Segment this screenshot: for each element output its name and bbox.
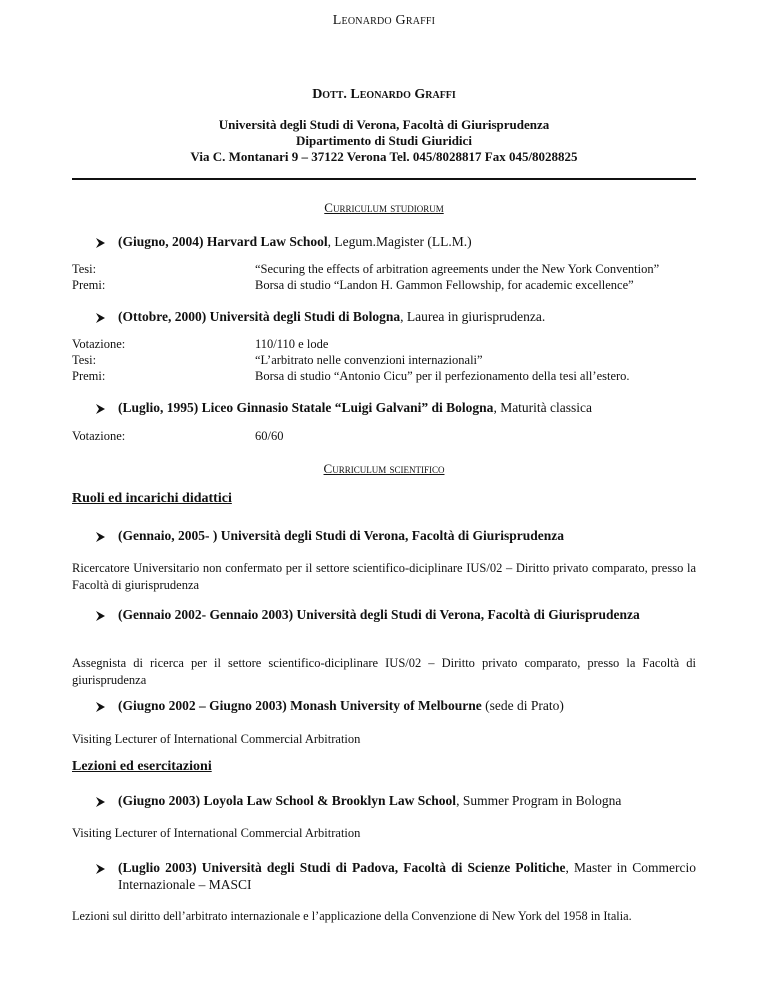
entry-description: Visiting Lecturer of International Commercial Arbitration — [72, 826, 361, 840]
running-head: Leonardo Graffi — [332, 13, 436, 28]
section-title-scientifico: Curriculum scientifico — [323, 461, 445, 476]
detail-row — [72, 277, 696, 293]
detail-label: Premi: — [72, 369, 106, 383]
detail-value: 60/60 — [255, 429, 284, 443]
affiliation-line-2: Dipartimento di Studi Giuridici — [296, 133, 472, 148]
arrow-bullet-icon — [96, 527, 110, 544]
entry-heading: (Giugno 2003) Loyola Law School & Brooklyn Law School — [118, 793, 457, 808]
entry-heading: (Luglio 2003) Università degli Studi di Padova, Facoltà di Scienze Politiche — [118, 860, 566, 875]
detail-row — [72, 368, 696, 384]
arrow-bullet-icon — [96, 233, 110, 250]
affiliation-line-3: Via C. Montanari 9 – 37122 Verona Tel. 045/8028817 Fax 045/8028825 — [190, 149, 578, 164]
arrow-bullet-icon — [96, 859, 110, 876]
entry-heading-rest: , Maturità classica — [493, 400, 593, 415]
arrow-bullet-icon — [96, 697, 110, 714]
lezioni-entry-2 — [96, 859, 696, 895]
studiorum-entry-3 — [96, 399, 696, 417]
detail-row — [72, 336, 696, 352]
affiliation-block — [0, 117, 768, 165]
cv-name-heading: Dott. Leonardo Graffi — [312, 87, 456, 102]
detail-value: 110/110 e lode — [255, 337, 329, 351]
ruoli-entry-1 — [96, 527, 696, 545]
header-divider — [72, 178, 696, 180]
subsection-title-ruoli: Ruoli ed incarichi didattici — [72, 491, 232, 506]
detail-label: Votazione: — [72, 337, 126, 351]
detail-row — [72, 428, 696, 444]
entry-heading: (Giugno, 2004) Harvard Law School — [118, 234, 328, 249]
arrow-bullet-icon — [96, 606, 110, 623]
entry-heading-rest: , Laurea in giurisprudenza. — [400, 309, 546, 324]
detail-value: Borsa di studio “Landon H. Gammon Fellowship, for academic excellence” — [255, 278, 634, 292]
entry-description: Lezioni sul diritto dell’arbitrato internazionale e l’applicazione della Convenzione di New York del 1958 in Italia. — [72, 909, 632, 923]
detail-row — [72, 261, 696, 277]
affiliation-line-1: Università degli Studi di Verona, Facoltà di Giurisprudenza — [218, 117, 550, 132]
detail-label: Votazione: — [72, 429, 126, 443]
section-title-studiorum: Curriculum studiorum — [324, 200, 444, 215]
detail-label: Tesi: — [72, 353, 97, 367]
detail-value: Borsa di studio “Antonio Cicu” per il perfezionamento della tesi all’estero. — [255, 369, 630, 383]
detail-label: Premi: — [72, 278, 106, 292]
entry-heading: (Gennaio, 2005- ) Università degli Studi di Verona, Facoltà di Giurisprudenza — [118, 528, 565, 543]
detail-row — [72, 352, 696, 368]
entry-heading: (Gennaio 2002- Gennaio 2003) Università degli Studi di Verona, Facoltà di Giurisprudenza — [118, 607, 640, 622]
detail-label: Tesi: — [72, 262, 97, 276]
detail-value: “Securing the effects of arbitration agreements under the New York Convention” — [255, 262, 660, 276]
arrow-bullet-icon — [96, 792, 110, 809]
entry-heading: (Ottobre, 2000) Università degli Studi di Bologna — [118, 309, 401, 324]
entry-heading: (Luglio, 1995) Liceo Ginnasio Statale “Luigi Galvani” di Bologna — [118, 400, 494, 415]
subsection-title-lezioni: Lezioni ed esercitazioni — [72, 759, 212, 774]
studiorum-entry-2 — [96, 308, 696, 326]
entry-heading-rest: , Legum.Magister (LL.M.) — [327, 234, 472, 249]
entry-heading-rest: (sede di Prato) — [481, 698, 564, 713]
arrow-bullet-icon — [96, 399, 110, 416]
ruoli-entry-2 — [96, 606, 696, 642]
entry-description: Visiting Lecturer of International Commercial Arbitration — [72, 732, 361, 746]
entry-heading-rest: , Master in Commercio Internazionale – MASCI — [118, 860, 696, 892]
ruoli-entry-3 — [96, 697, 696, 715]
detail-value: “L’arbitrato nelle convenzioni internazionali” — [255, 353, 483, 367]
studiorum-entry-1 — [96, 233, 696, 251]
entry-description: Ricercatore Universitario non confermato per il settore scientifico-diciplinare IUS/02 – Diritto privato comparato, presso la Facoltà di giurisprudenza — [72, 561, 696, 592]
arrow-bullet-icon — [96, 308, 110, 325]
entry-heading-rest: , Summer Program in Bologna — [456, 793, 622, 808]
entry-heading: (Giugno 2002 – Giugno 2003) Monash University of Melbourne — [118, 698, 482, 713]
entry-description: Assegnista di ricerca per il settore scientifico-diciplinare IUS/02 – Diritto privato comparato, presso la Facoltà di giurisprudenza — [72, 656, 696, 687]
lezioni-entry-1 — [96, 792, 696, 810]
